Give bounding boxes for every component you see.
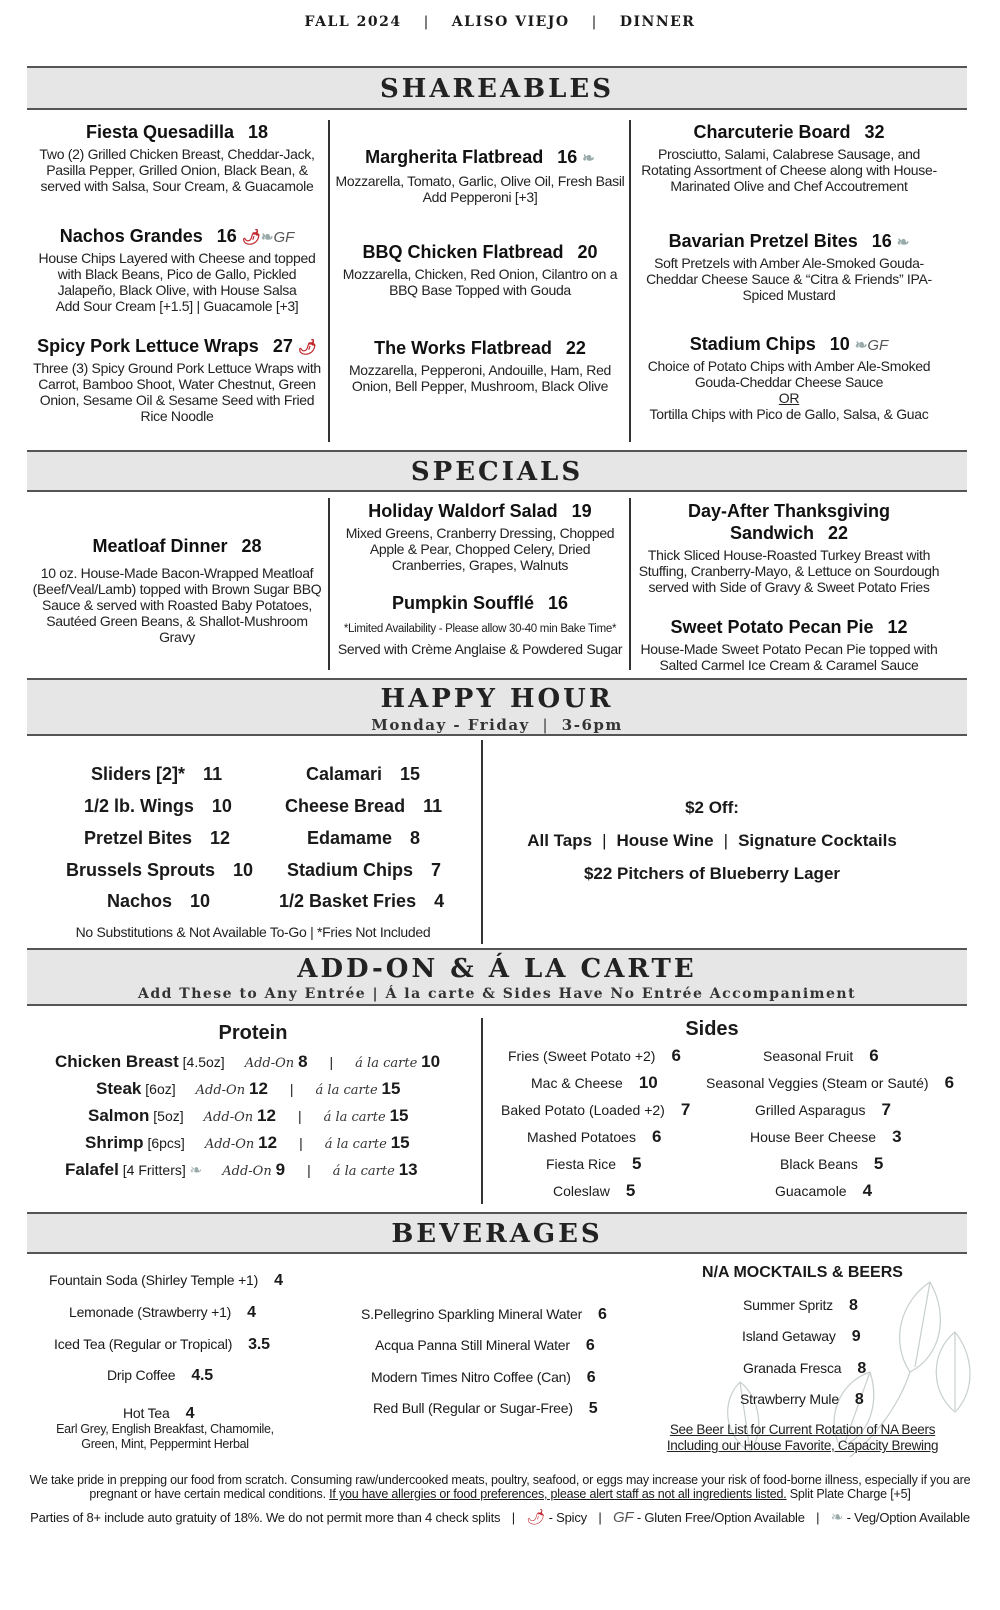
protein-row: Salmon [5oz] Add-On 12 | á la carte 15 [88, 1106, 409, 1125]
item-description: Mozzarella, Chicken, Red Onion, Cilantro on a BBQ Base Topped with Gouda [342, 266, 618, 298]
beverage-item: Fountain Soda (Shirley Temple +1) 4 [49, 1272, 283, 1289]
menu-item [28, 536, 326, 645]
addon-subtitle: Add These to Any Entrée | Á la carte & Sides Have No Entrée Accompaniment [137, 986, 857, 1002]
leaf-icon: ❧ [830, 1509, 844, 1526]
happy-hour-item: Sliders [2]* 11 [91, 764, 223, 784]
item-description: Prosciutto, Salami, Calabrese Sausage, and Rotating Assortment of Cheese along with House-Marinated Olive and Chef Accoutrement [641, 146, 937, 194]
item-description: Tortilla Chips with Pico de Gallo, Salsa, & Guac [649, 406, 929, 422]
item-description: Mozzarella, Pepperoni, Andouille, Ham, Red Onion, Bell Pepper, Mushroom, Black Olive [348, 362, 612, 394]
item-name: Pumpkin Soufflé 16 [391, 593, 569, 613]
item-description: 10 oz. House-Made Bacon-Wrapped Meatloaf (Beef/Veal/Lamb) topped with Brown Sugar BBQ Sauce & served with Roasted Baby Potatoes, Sautéed Green Beans, & Shallot-Mushroom Gravy [32, 565, 322, 645]
leaf-icon: ❧ [854, 337, 868, 354]
column-divider [328, 498, 330, 670]
allergy-disclaimer: We take pride in prepping our food from scratch. Consuming raw/undercooked meats, poultry, seafood, or eggs may increase your risk of food-borne illness, especially if you are pregnant or have certain medical conditions. If you have allergies or food preferences, please alert staff as not all ingredients listed. Split Plate Charge [+5] [29, 1473, 971, 1501]
column-divider [328, 120, 330, 442]
item-name: Charcuterie Board 32 [693, 122, 885, 142]
side-item: Grilled Asparagus 7 [755, 1100, 891, 1119]
mocktail-item: Summer Spritz 8 [743, 1297, 858, 1314]
beverage-item: Modern Times Nitro Coffee (Can) 6 [371, 1369, 596, 1386]
pitchers-deal: $22 Pitchers of Blueberry Lager [583, 864, 841, 883]
shareables-band [27, 66, 967, 110]
mocktail-item: Granada Fresca 8 [743, 1360, 867, 1377]
menu-item [28, 336, 326, 424]
happy-hour-item: Calamari 15 [306, 764, 421, 784]
beverage-item: S.Pellegrino Sparkling Mineral Water 6 [361, 1306, 607, 1323]
happy-hour-times: Monday - Friday | 3-6pm [371, 716, 623, 734]
item-name: Stadium Chips 10 ❧GF [689, 334, 889, 354]
menu-item [332, 593, 628, 657]
hot-tea-options: Earl Grey, English Breakfast, Chamomile, Green, Mint, Peppermint Herbal [56, 1422, 274, 1451]
item-name: Bavarian Pretzel Bites 16 ❧ [668, 231, 910, 251]
side-item: Fries (Sweet Potato +2) 6 [508, 1046, 681, 1065]
happy-hour-item: 1/2 Basket Fries 4 [279, 891, 445, 911]
chili-pepper-icon: 🌶 [526, 1509, 546, 1526]
item-extras: Add Sour Cream [+1.5] | Guacamole [+3] [55, 298, 299, 314]
mocktails-title: N/A MOCKTAILS & BEERS [702, 1264, 903, 1281]
beverage-item: Drip Coffee 4.5 [107, 1367, 214, 1384]
protein-title: Protein [218, 1022, 288, 1044]
leaf-icon: ❧ [896, 234, 910, 251]
happy-hour-item: Edamame 8 [307, 828, 421, 848]
policy-legend: Parties of 8+ include auto gratuity of 18%. We do not permit more than 4 check splits | 🌶 - Spicy | GF - Gluten Free/Option Available | ❧ - Veg/Option Available [30, 1509, 970, 1526]
beverage-item: Lemonade (Strawberry +1) 4 [69, 1304, 256, 1321]
side-item: Fiesta Rice 5 [546, 1154, 642, 1173]
menu-item [332, 501, 628, 573]
leaf-icon: ❧ [260, 229, 274, 246]
protein-row: Shrimp [6pcs] Add-On 12 | á la carte 15 [85, 1133, 410, 1152]
menu-header [0, 14, 1000, 30]
beverage-item: Red Bull (Regular or Sugar-Free) 5 [373, 1400, 598, 1417]
side-item: Seasonal Veggies (Steam or Sauté) 6 [706, 1073, 955, 1092]
header-separator: | [423, 14, 430, 30]
side-item: Mac & Cheese 10 [531, 1073, 658, 1092]
item-name: The Works Flatbread 22 [374, 338, 586, 358]
item-name: Fiesta Quesadilla 18 [85, 122, 269, 142]
side-item: House Beer Cheese 3 [750, 1127, 902, 1146]
item-name: Day-After Thanksgiving Sandwich 22 [687, 501, 891, 543]
menu-item [332, 242, 628, 298]
item-name: Sweet Potato Pecan Pie 12 [670, 617, 908, 637]
menu-item [634, 122, 944, 194]
na-beer-note: See Beer List for Current Rotation of NA Beers Including our House Favorite, Capacity Brewing [666, 1422, 939, 1453]
chili-pepper-icon: 🌶 [297, 339, 317, 356]
item-name: Nachos Grandes 16 🌶❧GF [59, 226, 295, 246]
item-name: BBQ Chicken Flatbread 20 [362, 242, 598, 262]
shareables-title: SHAREABLES [380, 74, 614, 104]
column-divider [481, 1018, 483, 1204]
location-label: ALISO VIEJO [451, 14, 570, 30]
item-name: Spicy Pork Lettuce Wraps 27 🌶 [37, 336, 317, 356]
protein-row: Falafel [4 Fritters] ❧ Add-On 9 | á la carte 13 [65, 1160, 418, 1179]
sides-title: Sides [685, 1018, 739, 1040]
side-item: Baked Potato (Loaded +2) 7 [501, 1100, 691, 1119]
leaf-icon: ❧ [582, 150, 595, 167]
item-note: *Limited Availability - Please allow 30-40 min Bake Time* [343, 623, 617, 635]
item-description: Three (3) Spicy Ground Pork Lettuce Wraps with Carrot, Bamboo Shoot, Water Chestnut, Green Onion, Sesame Oil & Sesame Seed with Fried Rice Noodle [33, 360, 321, 424]
menu-item [332, 147, 628, 205]
side-item: Mashed Potatoes 6 [527, 1127, 662, 1146]
menu-item [634, 231, 944, 303]
column-divider [481, 740, 483, 944]
gf-badge: GF [612, 1509, 634, 1526]
happy-hour-item: Cheese Bread 11 [285, 796, 443, 816]
menu-item [634, 334, 944, 422]
specials-band [27, 450, 967, 492]
happy-hour-item: Pretzel Bites 12 [84, 828, 231, 848]
column-divider [629, 120, 631, 442]
happy-hour-item: 1/2 lb. Wings 10 [84, 796, 232, 816]
beverage-item: Acqua Panna Still Mineral Water 6 [375, 1337, 595, 1354]
beverages-band [27, 1212, 967, 1254]
gf-badge: GF [273, 229, 295, 246]
or-divider: OR [778, 390, 800, 406]
item-name: Holiday Waldorf Salad 19 [368, 501, 592, 521]
menu-item [332, 338, 628, 394]
drinks-off-list: All Taps | House Wine | Signature Cocktails [527, 831, 897, 850]
happy-hour-item: Nachos 10 [107, 891, 211, 911]
item-name: Meatloaf Dinner 28 [92, 536, 262, 556]
happy-hour-item: Stadium Chips 7 [287, 860, 442, 880]
beverage-item: Iced Tea (Regular or Tropical) 3.5 [54, 1336, 270, 1353]
drinks-off-title: $2 Off: [685, 798, 739, 817]
item-description: House Chips Layered with Cheese and topped with Black Beans, Pico de Gallo, Pickled Jalapeño, Black Olive, with House Salsa [38, 250, 316, 298]
item-description: Thick Sliced House-Roasted Turkey Breast with Stuffing, Cranberry-Mayo, & Lettuce on Sourdough served with Side of Gravy & Sweet Potato Fries [638, 547, 940, 595]
leaf-icon: ❧ [189, 1162, 203, 1179]
happy-hour-band [27, 678, 967, 736]
mocktail-item: Island Getaway 9 [742, 1328, 861, 1345]
chili-pepper-icon: 🌶 [241, 229, 261, 246]
menu-item [634, 617, 944, 673]
item-description: Choice of Potato Chips with Amber Ale-Smoked Gouda-Cheddar Cheese Sauce [647, 358, 931, 390]
menu-item [28, 226, 326, 314]
beverage-item: Hot Tea 4 [123, 1405, 195, 1422]
happy-hour-drinks [486, 798, 938, 884]
specials-title: SPECIALS [410, 457, 584, 487]
item-description: House-Made Sweet Potato Pecan Pie topped with Salted Carmel Ice Cream & Caramel Sauce [640, 641, 938, 673]
happy-hour-title: HAPPY HOUR [380, 684, 614, 714]
season-label: FALL 2024 [304, 14, 402, 30]
item-name: Margherita Flatbread 16 ❧ [365, 147, 595, 167]
item-description: Two (2) Grilled Chicken Breast, Cheddar-Jack, Pasilla Pepper, Grilled Onion, Black Bean, & served with Salsa, Sour Cream, & Guacamole [39, 146, 315, 194]
side-item: Black Beans 5 [780, 1154, 884, 1173]
beverages-title: BEVERAGES [391, 1219, 603, 1249]
item-description: Served with Crème Anglaise & Powdered Sugar [337, 641, 623, 657]
protein-row: Steak [6oz] Add-On 12 | á la carte 15 [96, 1079, 401, 1098]
side-item: Coleslaw 5 [553, 1181, 636, 1200]
happy-hour-item: Brussels Sprouts 10 [66, 860, 254, 880]
item-extras: Add Pepperoni [+3] [422, 189, 538, 205]
mocktail-item: Strawberry Mule 8 [740, 1391, 864, 1408]
item-description: Soft Pretzels with Amber Ale-Smoked Gouda-Cheddar Cheese Sauce & “Citra & Friends” IPA-Spiced Mustard [646, 255, 932, 303]
protein-row: Chicken Breast [4.5oz] Add-On 8 | á la carte 10 [55, 1052, 441, 1071]
addon-band [27, 948, 967, 1006]
happy-hour-note: No Substitutions & Not Available To-Go | *Fries Not Included [75, 924, 431, 940]
menu-item [634, 500, 944, 595]
addon-title: ADD-ON & Á LA CARTE [297, 954, 697, 984]
item-description: Mixed Greens, Cranberry Dressing, Chopped Apple & Pear, Chopped Celery, Dried Cranberries, Grapes, Walnuts [345, 525, 615, 573]
side-item: Guacamole 4 [775, 1181, 873, 1200]
menu-item [28, 122, 326, 194]
header-separator: | [591, 14, 598, 30]
item-description: Mozzarella, Tomato, Garlic, Olive Oil, Fresh Basil [335, 173, 625, 189]
gf-badge: GF [867, 337, 889, 354]
column-divider [629, 498, 631, 670]
side-item: Seasonal Fruit 6 [763, 1046, 879, 1065]
meal-label: DINNER [619, 14, 696, 30]
